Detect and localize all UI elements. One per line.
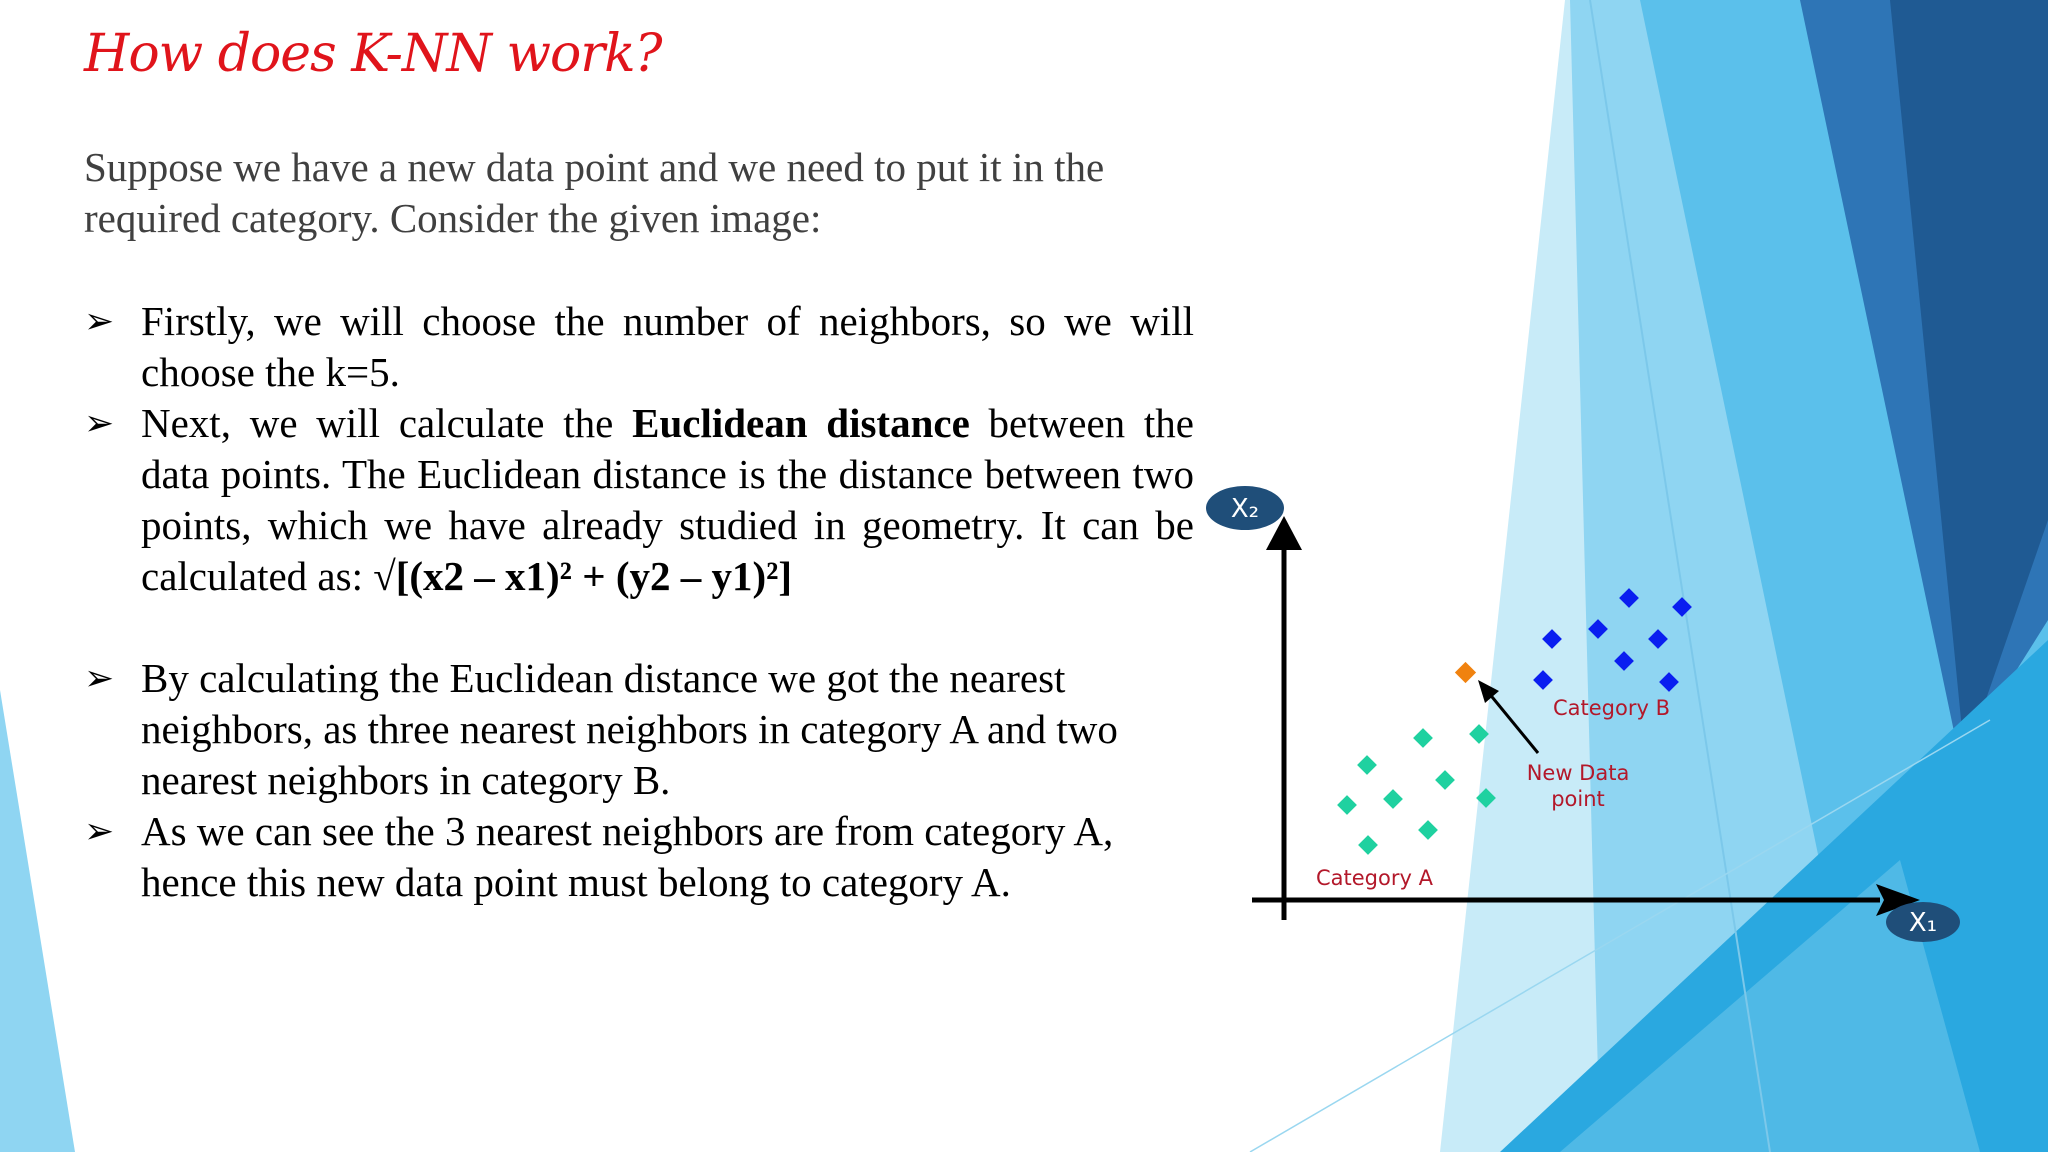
slide-title: How does K-NN work?: [84, 24, 662, 84]
category-b-points: [1533, 588, 1692, 692]
new-data-label: New Data: [1526, 761, 1630, 785]
bullet-text: By calculating the Euclidean distance we got the nearest neighbors, as three nearest neighbors in category A and two nearest neighbors in category B.: [141, 655, 1118, 803]
arrowhead-bullet-icon: ➢: [84, 658, 115, 698]
arrowhead-bullet-icon: ➢: [84, 301, 115, 341]
category-b-point: [1648, 629, 1668, 649]
category-b-point: [1659, 672, 1679, 692]
category-a-point: [1469, 724, 1489, 744]
category-a-point: [1435, 770, 1455, 790]
new-data-point: [1455, 662, 1476, 683]
category-b-point: [1542, 629, 1562, 649]
category-a-points: [1337, 724, 1496, 855]
new-data-label-2: point: [1551, 787, 1605, 811]
category-b-label: Category B: [1553, 696, 1671, 720]
distance-formula: √[(x2 – x1)² + (y2 – y1)²]: [373, 553, 793, 599]
category-b-point: [1588, 619, 1608, 639]
bullet-text: Firstly, we will choose the number of neighbors, so we will choose the k=5.: [141, 298, 1194, 395]
category-a-point: [1383, 789, 1403, 809]
bullet-text-part: Next, we will calculate the: [141, 400, 633, 446]
category-a-point: [1358, 835, 1378, 855]
category-b-point: [1614, 651, 1634, 671]
x-axis-label: X₁: [1908, 908, 1938, 938]
bullet-text-part: between the data points. The Euclidean distance is the distance between two points, which we have already studied in geometry. It can be calculated as:: [141, 400, 1194, 599]
category-b-point: [1533, 670, 1553, 690]
category-a-point: [1337, 795, 1357, 815]
category-b-point: [1672, 597, 1692, 617]
category-b-point: [1619, 588, 1639, 608]
category-a-point: [1476, 788, 1496, 808]
arrowhead-bullet-icon: ➢: [84, 403, 115, 443]
category-a-point: [1418, 820, 1438, 840]
category-a-point: [1357, 755, 1377, 775]
category-a-point: [1413, 728, 1433, 748]
category-a-label: Category A: [1316, 866, 1433, 890]
arrowhead-bullet-icon: ➢: [84, 811, 115, 851]
intro-paragraph: Suppose we have a new data point and we need to put it in the required category. Consider the given image:: [84, 144, 1105, 241]
bold-term: Euclidean distance: [632, 400, 970, 446]
bullet-text: As we can see the 3 nearest neighbors are from category A, hence this new data point must belong to category A.: [141, 808, 1114, 905]
y-axis-label: X₂: [1230, 494, 1260, 524]
new-point-arrow: [1488, 692, 1538, 753]
